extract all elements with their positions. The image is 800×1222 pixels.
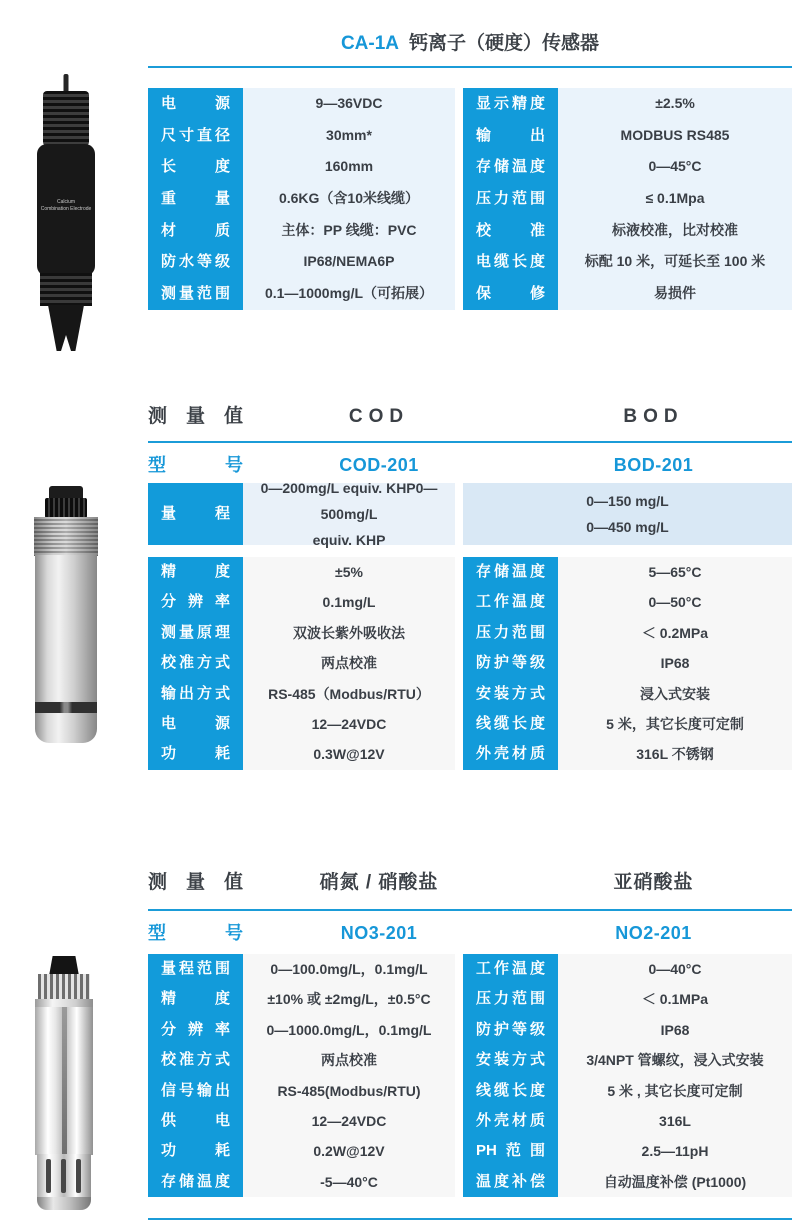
- section1-model-code: CA-1A: [340, 33, 400, 54]
- spec-label: 分辨率: [148, 1015, 243, 1045]
- table-row: [148, 215, 455, 247]
- table-row: [463, 709, 792, 739]
- spec-table-cod-right: [463, 557, 792, 770]
- range-label: 量程: [148, 483, 243, 545]
- spec-value: 12—24VDC: [243, 1106, 455, 1136]
- table-row: [148, 679, 455, 709]
- table-row: [148, 278, 455, 310]
- spec-table-no3-left: [148, 954, 455, 1197]
- spec-value: 160mm: [243, 151, 455, 183]
- table-row: [148, 618, 455, 648]
- spec-value: 0.1—1000mg/L（可拓展）: [243, 278, 455, 310]
- spec-label: 温度补偿: [463, 1167, 558, 1197]
- section2-col2-header: BOD: [623, 406, 684, 427]
- section3-col1-header: 硝氮 / 硝酸盐: [319, 872, 439, 893]
- section3-model-label: 型号: [148, 923, 243, 943]
- section2-col1-model: COD-201: [339, 455, 419, 475]
- spec-value: 5 米 , 其它长度可定制: [558, 1076, 792, 1106]
- spec-label: 精度: [148, 557, 243, 587]
- spec-label: 供电: [148, 1106, 243, 1136]
- spec-value: 12—24VDC: [243, 709, 455, 739]
- table-row: [148, 151, 455, 183]
- spec-value: RS-485(Modbus/RTU): [243, 1076, 455, 1106]
- table-row: [463, 215, 792, 247]
- spec-value: 双波长紫外吸收法: [243, 618, 455, 648]
- spec-value: 0—100.0mg/L，0.1mg/L: [243, 954, 455, 984]
- spec-value: 自动温度补偿 (Pt1000): [558, 1167, 792, 1197]
- table-row: [148, 1015, 455, 1045]
- spec-label: 量程范围: [148, 954, 243, 984]
- spec-label: 重量: [148, 183, 243, 215]
- spec-value: 标液校准，比对校准: [558, 215, 792, 247]
- section2-col1-header: COD: [348, 406, 410, 427]
- table-row: [463, 679, 792, 709]
- table-row: [463, 246, 792, 278]
- spec-label: 压力范围: [463, 984, 558, 1014]
- table-row: [463, 151, 792, 183]
- spec-value: 0—1000.0mg/L，0.1mg/L: [243, 1015, 455, 1045]
- spec-value: IP68: [558, 1015, 792, 1045]
- table-row: [148, 557, 455, 587]
- spec-label: 长度: [148, 151, 243, 183]
- sensor-photo-no3: [16, 956, 112, 1212]
- sensor-cage-slot: [76, 1159, 81, 1193]
- table-row: [148, 1136, 455, 1166]
- sensor-body: [37, 144, 95, 276]
- spec-table-no3-right: [463, 954, 792, 1197]
- spec-label: 工作温度: [463, 587, 558, 617]
- spec-label: 线缆长度: [463, 709, 558, 739]
- sensor-knurl-collar: [38, 974, 90, 1000]
- spec-label: 防护等级: [463, 648, 558, 678]
- spec-label: 测量原理: [148, 618, 243, 648]
- spec-label: 校准: [463, 215, 558, 247]
- spec-value: -5—40°C: [243, 1167, 455, 1197]
- spec-value: 标配 10 米，可延长至 100 米: [558, 246, 792, 278]
- spec-label: 测量范围: [148, 278, 243, 310]
- sensor-measure-slot: [35, 702, 97, 713]
- spec-value: 5—65°C: [558, 557, 792, 587]
- spec-label: 线缆长度: [463, 1076, 558, 1106]
- spec-value: 9—36VDC: [243, 88, 455, 120]
- spec-value: 两点校准: [243, 648, 455, 678]
- spec-label: 工作温度: [463, 954, 558, 984]
- table-row: [148, 246, 455, 278]
- spec-label: 压力范围: [463, 183, 558, 215]
- range-value-cod: 0—200mg/L equiv. KHP0—500mg/L equiv. KHP: [243, 483, 455, 545]
- spec-label: 电源: [148, 709, 243, 739]
- spec-value: 5 米，其它长度可定制: [558, 709, 792, 739]
- section1-title-text: 钙离子（硬度）传感器: [409, 33, 600, 54]
- spec-label: 信号输出: [148, 1076, 243, 1106]
- spec-value: ＜ 0.1MPa: [558, 984, 792, 1014]
- table-row: [463, 120, 792, 152]
- table-row: [463, 1045, 792, 1075]
- spec-label: 输出方式: [148, 679, 243, 709]
- spec-label: 外壳材质: [463, 1106, 558, 1136]
- spec-value: ±2.5%: [558, 88, 792, 120]
- table-row: [463, 954, 792, 984]
- sensor-cage-slot: [46, 1159, 51, 1193]
- section3-measure-label: 测量值: [148, 872, 243, 893]
- table-row: [463, 1015, 792, 1045]
- spec-value: 浸入式安装: [558, 679, 792, 709]
- spec-label: 防护等级: [463, 1015, 558, 1045]
- table-row: [463, 739, 792, 769]
- spec-label: 功耗: [148, 1136, 243, 1166]
- sensor-foot-ring: [37, 1197, 91, 1210]
- spec-label: 存储温度: [463, 151, 558, 183]
- sensor-cage-slot: [61, 1159, 66, 1193]
- sensor-body: [35, 555, 97, 703]
- table-row: [148, 709, 455, 739]
- sensor-thread-top: [43, 91, 89, 146]
- section2-divider: [148, 441, 792, 443]
- spec-label: 保修: [463, 278, 558, 310]
- sensor-reflection-stripe: [62, 1007, 67, 1155]
- spec-value: ＜ 0.2MPa: [558, 618, 792, 648]
- spec-label: 安装方式: [463, 679, 558, 709]
- spec-label: 显示精度: [463, 88, 558, 120]
- table-row: [463, 1106, 792, 1136]
- spec-value: 0.6KG（含10米线缆）: [243, 183, 455, 215]
- sensor-cage: [37, 1154, 91, 1198]
- table-row: [463, 984, 792, 1014]
- spec-value: 30mm*: [243, 120, 455, 152]
- sensor-body-label: Calcium Combination Electrode: [40, 199, 92, 212]
- spec-value: 0—50°C: [558, 587, 792, 617]
- spec-value: 主体：PP 线缆：PVC: [243, 215, 455, 247]
- spec-label: 安装方式: [463, 1045, 558, 1075]
- table-row: [148, 1106, 455, 1136]
- section3-col2-model: NO2-201: [615, 923, 692, 943]
- table-row: [148, 1167, 455, 1197]
- table-row: [148, 1045, 455, 1075]
- table-row: [463, 88, 792, 120]
- spec-value: 0.1mg/L: [243, 587, 455, 617]
- spec-value: ±10% 或 ±2mg/L，±0.5°C: [243, 984, 455, 1014]
- spec-value: 316L 不锈钢: [558, 739, 792, 769]
- table-row: [463, 1136, 792, 1166]
- table-row: [463, 278, 792, 310]
- spec-label: PH范围: [463, 1136, 558, 1166]
- spec-label: 材质: [148, 215, 243, 247]
- spec-label: 存储温度: [148, 1167, 243, 1197]
- spec-label: 功耗: [148, 739, 243, 769]
- table-row: [463, 587, 792, 617]
- spec-value: MODBUS RS485: [558, 120, 792, 152]
- sensor-cap: [49, 956, 79, 976]
- section3-col2-header: 亚硝酸盐: [613, 872, 694, 893]
- spec-value: 0.3W@12V: [243, 739, 455, 769]
- section2-col2-model: BOD-201: [613, 455, 694, 475]
- table-row: [463, 648, 792, 678]
- sensor-connector-knurl: [45, 498, 87, 518]
- sensor-tip: [35, 713, 97, 743]
- table-row: [148, 88, 455, 120]
- table-row: [463, 183, 792, 215]
- spec-table-ca-right: [463, 88, 792, 310]
- range-value-bod: 0—150 mg/L 0—450 mg/L: [463, 483, 792, 545]
- spec-value: 3/4NPT 管螺纹，浸入式安装: [558, 1045, 792, 1075]
- table-row: [148, 183, 455, 215]
- spec-label: 分辨率: [148, 587, 243, 617]
- section1-divider: [148, 66, 792, 68]
- sensor-photo-cod: [16, 486, 116, 746]
- table-row: [148, 954, 455, 984]
- spec-value: 两点校准: [243, 1045, 455, 1075]
- sensor-body: [35, 1007, 93, 1155]
- spec-table-ca-left: [148, 88, 455, 310]
- spec-value: 易损件: [558, 278, 792, 310]
- table-row: [463, 557, 792, 587]
- spec-label: 输出: [463, 120, 558, 152]
- spec-label: 防水等级: [148, 246, 243, 278]
- spec-value: 0—40°C: [558, 954, 792, 984]
- spec-value: IP68: [558, 648, 792, 678]
- section3-col1-model: NO3-201: [340, 923, 418, 943]
- table-row: [463, 1076, 792, 1106]
- spec-value: 2.5—11pH: [558, 1136, 792, 1166]
- sensor-thread-collar: [34, 517, 98, 556]
- table-row: [148, 1076, 455, 1106]
- section2-measure-label: 测量值: [148, 406, 243, 427]
- section2-model-label: 型号: [148, 455, 243, 475]
- spec-label: 校准方式: [148, 1045, 243, 1075]
- spec-label: 电缆长度: [463, 246, 558, 278]
- spec-value: RS-485（Modbus/RTU）: [243, 679, 455, 709]
- table-row: [148, 739, 455, 769]
- spec-label: 电源: [148, 88, 243, 120]
- table-row: [463, 618, 792, 648]
- sensor-thread-bottom: [40, 273, 92, 306]
- spec-label: 尺寸直径: [148, 120, 243, 152]
- table-row: [148, 587, 455, 617]
- table-row: [463, 1167, 792, 1197]
- spec-label: 外壳材质: [463, 739, 558, 769]
- bottom-divider: [148, 1218, 792, 1220]
- spec-value: ≤ 0.1Mpa: [558, 183, 792, 215]
- sensor-photo-calcium: [20, 74, 112, 322]
- section3-divider: [148, 909, 792, 911]
- spec-table-cod-left: [148, 557, 455, 770]
- spec-label: 存储温度: [463, 557, 558, 587]
- spec-value: 0—45°C: [558, 151, 792, 183]
- table-row: [148, 120, 455, 152]
- spec-value: 316L: [558, 1106, 792, 1136]
- section1-title: [148, 28, 792, 55]
- spec-label: 校准方式: [148, 648, 243, 678]
- table-row: [148, 648, 455, 678]
- spec-value: 0.2W@12V: [243, 1136, 455, 1166]
- spec-label: 压力范围: [463, 618, 558, 648]
- sensor-tip: [48, 305, 84, 351]
- spec-value: IP68/NEMA6P: [243, 246, 455, 278]
- spec-value: ±5%: [243, 557, 455, 587]
- spec-label: 精度: [148, 984, 243, 1014]
- table-row: [148, 984, 455, 1014]
